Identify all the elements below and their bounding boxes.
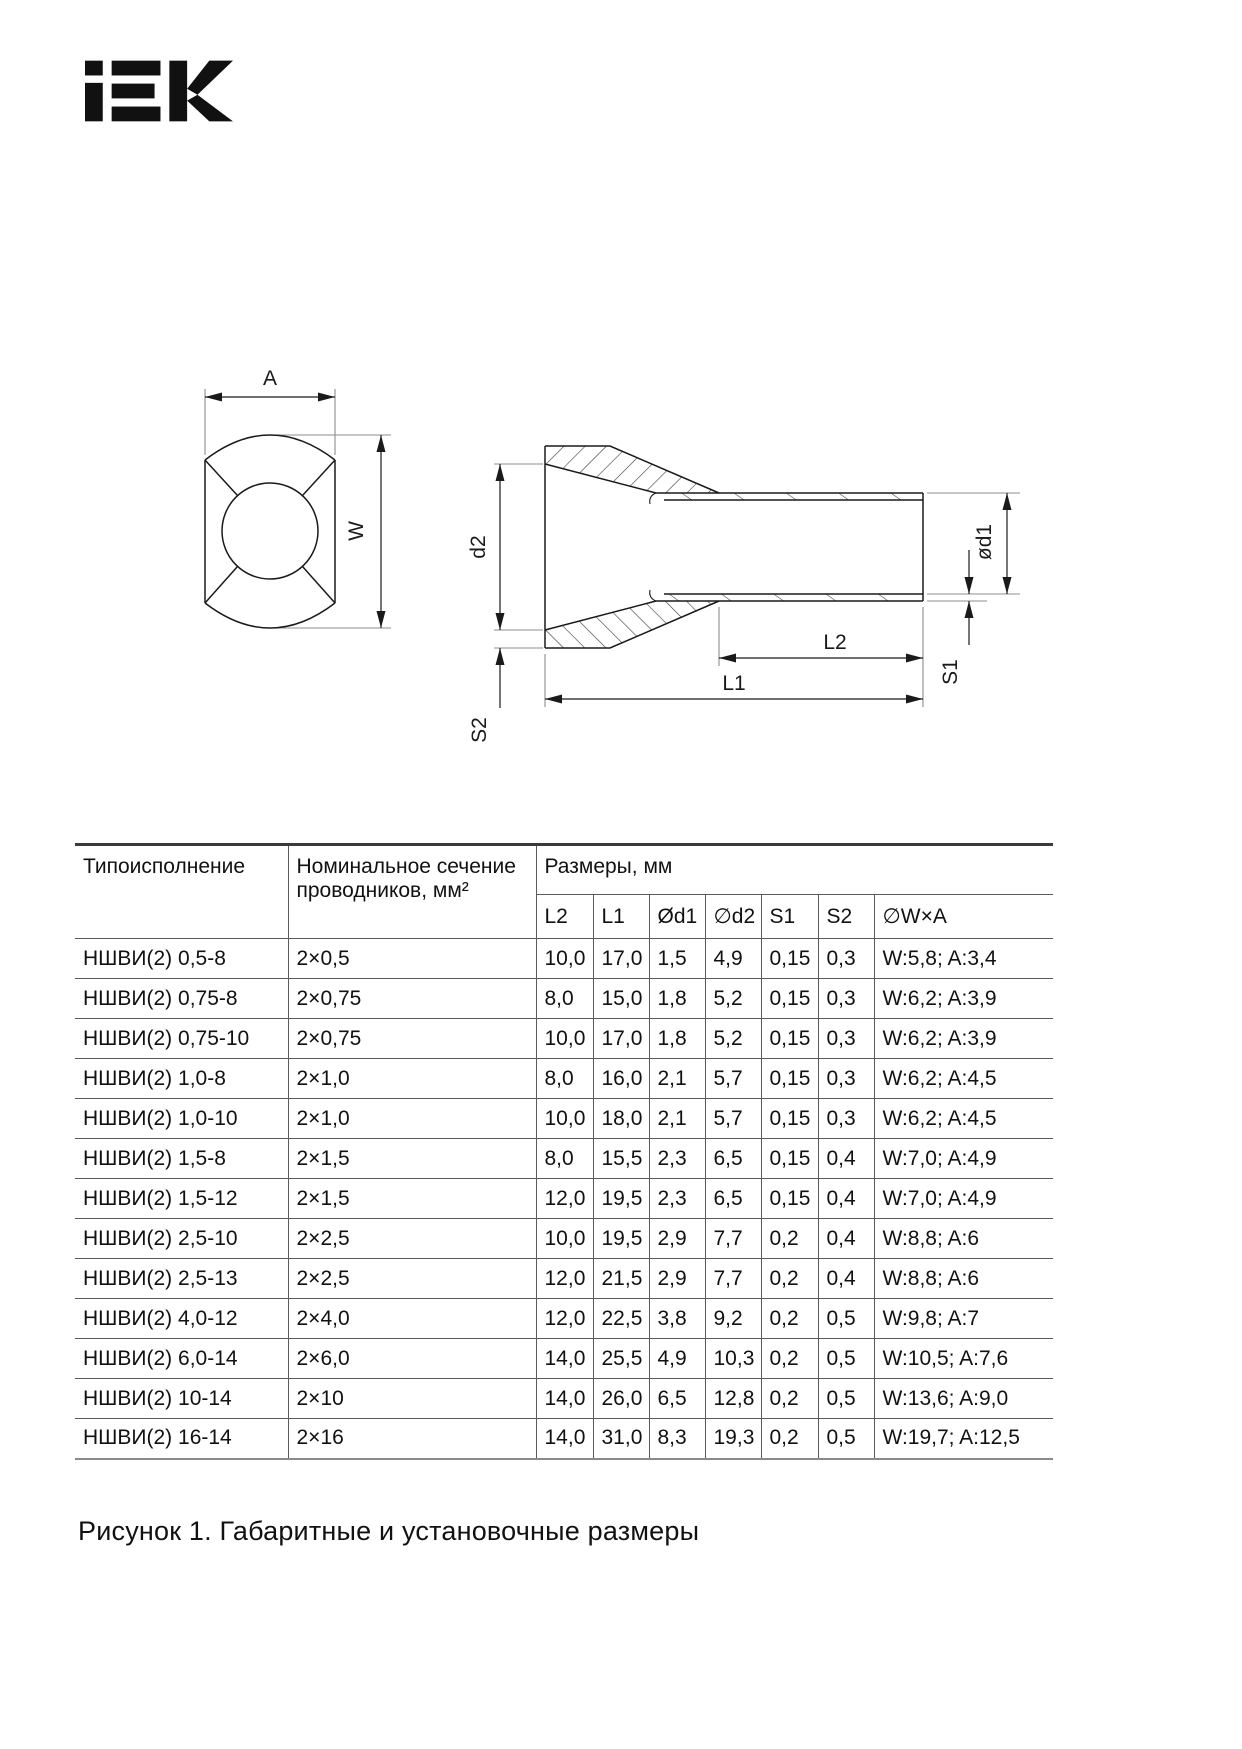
dimensions-table <box>75 843 1053 1460</box>
cell-size: 15,0 <box>593 979 649 1019</box>
cell-size: 15,5 <box>593 1139 649 1179</box>
col-header-d2: ∅d2 <box>705 895 761 939</box>
col-header-d1: Ød1 <box>649 895 705 939</box>
cell-size: W:8,8; A:6 <box>874 1219 1053 1259</box>
cell-type: НШВИ(2) 16-14 <box>75 1419 288 1459</box>
cell-size: W:10,5; A:7,6 <box>874 1339 1053 1379</box>
cell-size: 0,4 <box>818 1179 874 1219</box>
col-header-s1: S1 <box>761 895 818 939</box>
cell-size: 0,5 <box>818 1339 874 1379</box>
cell-size: 0,15 <box>761 1139 818 1179</box>
cell-section: 2×2,5 <box>288 1219 536 1259</box>
cell-size: 10,0 <box>536 1219 593 1259</box>
cell-size: 26,0 <box>593 1379 649 1419</box>
cell-section: 2×16 <box>288 1419 536 1459</box>
cell-size: 0,15 <box>761 1019 818 1059</box>
cell-size: W:7,0; A:4,9 <box>874 1179 1053 1219</box>
cell-section: 2×4,0 <box>288 1299 536 1339</box>
cell-section: 2×6,0 <box>288 1339 536 1379</box>
table-row <box>75 1139 1053 1179</box>
cell-size: 12,8 <box>705 1379 761 1419</box>
cell-size: 17,0 <box>593 1019 649 1059</box>
table-row <box>75 1099 1053 1139</box>
cell-size: 6,5 <box>649 1379 705 1419</box>
cell-size: 0,4 <box>818 1219 874 1259</box>
cell-size: 8,0 <box>536 1139 593 1179</box>
cell-type: НШВИ(2) 0,75-10 <box>75 1019 288 1059</box>
iek-logo <box>85 60 233 122</box>
dimension-d2 <box>467 464 505 630</box>
cell-section: 2×1,5 <box>288 1179 536 1219</box>
cell-size: 2,1 <box>649 1059 705 1099</box>
figure-caption: Рисунок 1. Габаритные и установочные размеры <box>78 1516 700 1546</box>
table-row <box>75 1019 1053 1059</box>
dim-label-d1: ød1 <box>973 523 996 561</box>
side-view-drawing <box>420 420 1040 750</box>
cell-size: 0,2 <box>761 1299 818 1339</box>
cell-size: 12,0 <box>536 1179 593 1219</box>
front-view-drawing <box>165 365 405 695</box>
cell-type: НШВИ(2) 1,5-12 <box>75 1179 288 1219</box>
cell-size: 6,5 <box>705 1179 761 1219</box>
cell-size: 19,5 <box>593 1219 649 1259</box>
cell-section: 2×0,5 <box>288 939 536 979</box>
cell-size: W:5,8; A:3,4 <box>874 939 1053 979</box>
cell-size: 0,3 <box>818 1019 874 1059</box>
table-row <box>75 1299 1053 1339</box>
cell-size: 0,5 <box>818 1379 874 1419</box>
dim-label-d2: d2 <box>467 535 490 559</box>
cell-size: 19,3 <box>705 1419 761 1459</box>
cell-size: 2,1 <box>649 1099 705 1139</box>
cell-size: 1,8 <box>649 979 705 1019</box>
cell-size: 6,5 <box>705 1139 761 1179</box>
cell-size: 5,2 <box>705 1019 761 1059</box>
cell-size: 12,0 <box>536 1259 593 1299</box>
dimension-s2 <box>468 648 505 743</box>
cell-size: 7,7 <box>705 1219 761 1259</box>
table-row <box>75 939 1053 979</box>
table-row <box>75 979 1053 1019</box>
cell-type: НШВИ(2) 1,0-8 <box>75 1059 288 1099</box>
col-header-section: Номинальное сечение проводников, мм² <box>288 845 536 939</box>
cell-size: 17,0 <box>593 939 649 979</box>
cell-section: 2×0,75 <box>288 1019 536 1059</box>
cell-size: 0,2 <box>761 1379 818 1419</box>
dim-label-w: W <box>345 521 368 541</box>
cell-size: 16,0 <box>593 1059 649 1099</box>
dim-label-s2: S2 <box>468 717 491 743</box>
cell-size: 10,3 <box>705 1339 761 1379</box>
col-header-s2: S2 <box>818 895 874 939</box>
cell-size: 2,9 <box>649 1219 705 1259</box>
table-row <box>75 1339 1053 1379</box>
cell-size: 8,0 <box>536 1059 593 1099</box>
cell-section: 2×2,5 <box>288 1259 536 1299</box>
cell-size: 18,0 <box>593 1099 649 1139</box>
cell-size: 10,0 <box>536 1099 593 1139</box>
cell-size: 4,9 <box>649 1339 705 1379</box>
cell-size: 9,2 <box>705 1299 761 1339</box>
cell-section: 2×0,75 <box>288 979 536 1019</box>
dim-label-l2: L2 <box>823 631 847 654</box>
cell-size: 0,15 <box>761 1059 818 1099</box>
cell-size: 0,2 <box>761 1339 818 1379</box>
cell-size: 8,0 <box>536 979 593 1019</box>
cell-section: 2×1,0 <box>288 1099 536 1139</box>
cell-type: НШВИ(2) 4,0-12 <box>75 1299 288 1339</box>
table-row <box>75 1419 1053 1459</box>
section-hatching <box>545 446 923 648</box>
cell-size: 0,15 <box>761 939 818 979</box>
cell-size: 0,15 <box>761 979 818 1019</box>
cell-size: 7,7 <box>705 1259 761 1299</box>
cell-size: 0,3 <box>818 1099 874 1139</box>
table-header <box>75 845 1053 939</box>
cell-section: 2×10 <box>288 1379 536 1419</box>
cell-section: 2×1,0 <box>288 1059 536 1099</box>
cell-size: 0,5 <box>818 1299 874 1339</box>
cell-size: 0,15 <box>761 1099 818 1139</box>
cell-size: 0,4 <box>818 1259 874 1299</box>
cell-size: 5,2 <box>705 979 761 1019</box>
cell-size: 1,5 <box>649 939 705 979</box>
cell-type: НШВИ(2) 0,5-8 <box>75 939 288 979</box>
cell-type: НШВИ(2) 1,0-10 <box>75 1099 288 1139</box>
cell-size: 14,0 <box>536 1419 593 1459</box>
cell-size: 0,2 <box>761 1419 818 1459</box>
dimension-l2 <box>719 631 923 663</box>
cell-size: 2,3 <box>649 1179 705 1219</box>
cell-size: W:6,2; A:3,9 <box>874 979 1053 1019</box>
cell-size: W:6,2; A:3,9 <box>874 1019 1053 1059</box>
dimension-s1 <box>939 550 974 685</box>
dimension-a <box>205 367 335 402</box>
cell-size: 0,5 <box>818 1419 874 1459</box>
cell-size: 8,3 <box>649 1419 705 1459</box>
header-row-main <box>75 845 1053 895</box>
table-row <box>75 1379 1053 1419</box>
cell-size: 14,0 <box>536 1339 593 1379</box>
cell-size: 2,9 <box>649 1259 705 1299</box>
cell-size: 0,15 <box>761 1179 818 1219</box>
cell-size: 14,0 <box>536 1379 593 1419</box>
cell-size: W:6,2; A:4,5 <box>874 1099 1053 1139</box>
cell-size: 0,2 <box>761 1219 818 1259</box>
cell-size: 12,0 <box>536 1299 593 1339</box>
table-body <box>75 939 1053 1459</box>
cell-section: 2×1,5 <box>288 1139 536 1179</box>
cell-size: 5,7 <box>705 1059 761 1099</box>
col-header-l1: L1 <box>593 895 649 939</box>
cell-size: 0,4 <box>818 1139 874 1179</box>
cell-size: 10,0 <box>536 939 593 979</box>
col-header-l2: L2 <box>536 895 593 939</box>
cell-size: W:13,6; A:9,0 <box>874 1379 1053 1419</box>
ferrule-end-outline <box>205 435 335 628</box>
col-header-sizes: Размеры, мм <box>536 845 1053 895</box>
cell-size: 0,3 <box>818 979 874 1019</box>
dimension-d1 <box>973 493 1012 594</box>
cell-size: 0,2 <box>761 1259 818 1299</box>
cell-size: W:9,8; A:7 <box>874 1299 1053 1339</box>
cell-size: 3,8 <box>649 1299 705 1339</box>
cell-size: 31,0 <box>593 1419 649 1459</box>
cell-type: НШВИ(2) 2,5-13 <box>75 1259 288 1299</box>
col-header-wxa: ∅W×A <box>874 895 1053 939</box>
cell-size: W:19,7; A:12,5 <box>874 1419 1053 1459</box>
table-row <box>75 1219 1053 1259</box>
cell-type: НШВИ(2) 6,0-14 <box>75 1339 288 1379</box>
dim-label-l1: L1 <box>722 672 746 695</box>
dimension-l1 <box>545 672 923 704</box>
cell-type: НШВИ(2) 2,5-10 <box>75 1219 288 1259</box>
cell-size: 2,3 <box>649 1139 705 1179</box>
cell-size: W:8,8; A:6 <box>874 1259 1053 1299</box>
cell-size: W:7,0; A:4,9 <box>874 1139 1053 1179</box>
table-row <box>75 1259 1053 1299</box>
cell-size: 4,9 <box>705 939 761 979</box>
table-row <box>75 1059 1053 1099</box>
cell-size: 22,5 <box>593 1299 649 1339</box>
cell-size: 10,0 <box>536 1019 593 1059</box>
dim-label-s1: S1 <box>939 659 962 685</box>
dimension-w <box>345 435 386 628</box>
cell-type: НШВИ(2) 1,5-8 <box>75 1139 288 1179</box>
iek-logo-graphic <box>85 60 233 122</box>
cell-size: 0,3 <box>818 939 874 979</box>
cell-size: 25,5 <box>593 1339 649 1379</box>
cell-size: 21,5 <box>593 1259 649 1299</box>
cell-size: 0,3 <box>818 1059 874 1099</box>
cell-size: 1,8 <box>649 1019 705 1059</box>
cell-type: НШВИ(2) 0,75-8 <box>75 979 288 1019</box>
dim-label-a: A <box>262 367 278 390</box>
cell-type: НШВИ(2) 10-14 <box>75 1379 288 1419</box>
cell-size: 19,5 <box>593 1179 649 1219</box>
cell-size: 5,7 <box>705 1099 761 1139</box>
col-header-type: Типоисполнение <box>75 845 288 939</box>
table-row <box>75 1179 1053 1219</box>
cell-size: W:6,2; A:4,5 <box>874 1059 1053 1099</box>
